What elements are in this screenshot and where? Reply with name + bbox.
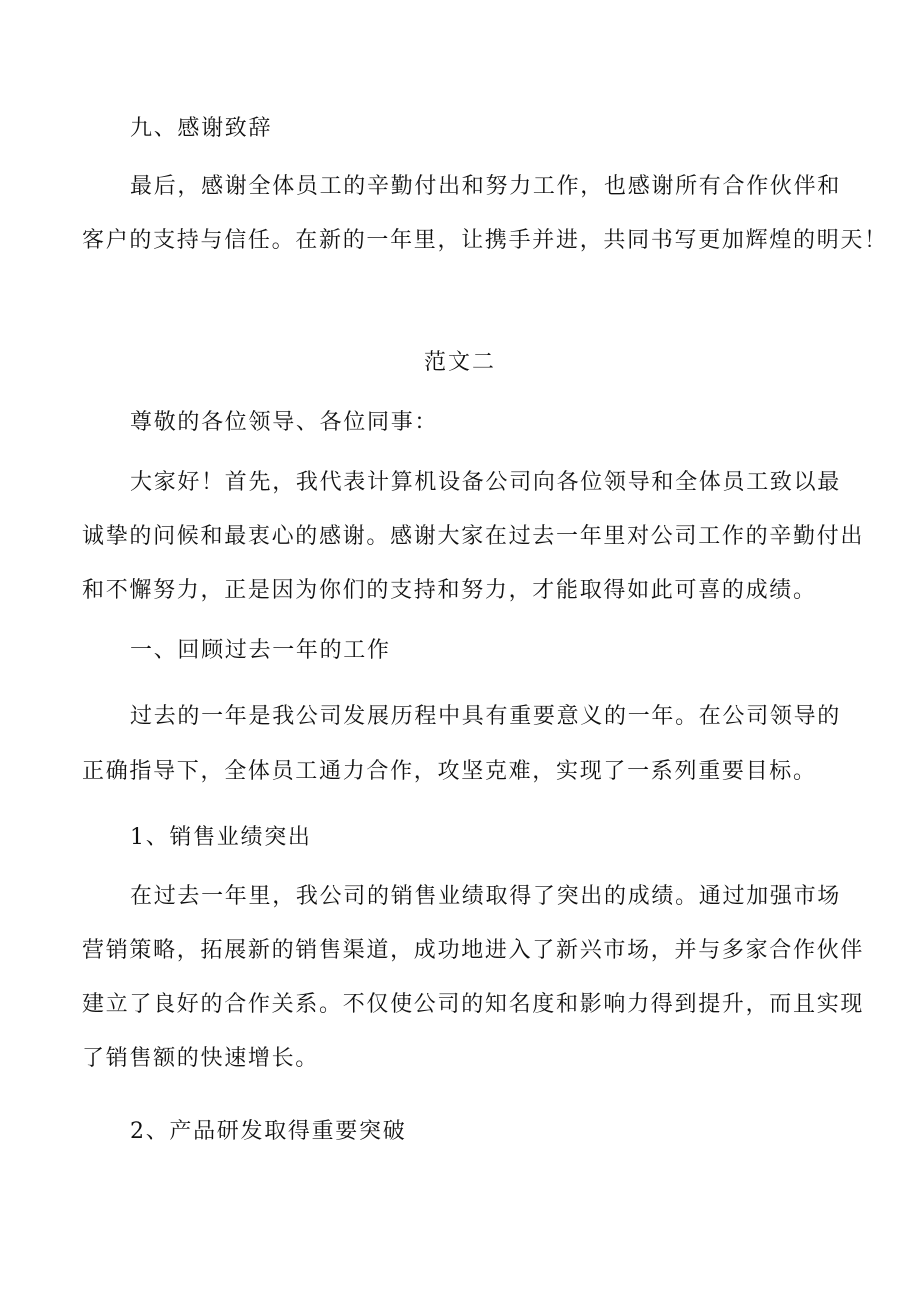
paragraph-line: 大家好！首先，我代表计算机设备公司向各位领导和全体员工致以最 [130, 470, 842, 495]
paragraph-line: 过去的一年是我公司发展历程中具有重要意义的一年。在公司领导的 [130, 704, 842, 729]
paragraph-line: 了销售额的快速增长。 [82, 1046, 320, 1071]
item-one-heading: 1、销售业绩突出 [130, 825, 312, 850]
paragraph-line: 营销策略，拓展新的销售渠道，成功地进入了新兴市场，并与多家合作伙伴 [82, 938, 865, 963]
paragraph-line: 和不懈努力，正是因为你们的支持和努力，才能取得如此可喜的成绩。 [82, 578, 817, 603]
section-one-heading: 一、回顾过去一年的工作 [130, 638, 391, 663]
sample-two-title: 范文二 [423, 350, 496, 375]
salutation: 尊敬的各位领导、各位同事： [130, 410, 439, 435]
paragraph-line: 客户的支持与信任。在新的一年里，让携手并进，共同书写更加辉煌的明天！ [82, 228, 888, 253]
item-two-heading: 2、产品研发取得重要突破 [130, 1119, 407, 1144]
section-nine-heading: 九、感谢致辞 [130, 116, 273, 141]
paragraph-line: 建立了良好的合作关系。不仅使公司的知名度和影响力得到提升，而且实现 [82, 992, 865, 1017]
paragraph-line: 诚挚的问候和最衷心的感谢。感谢大家在过去一年里对公司工作的辛勤付出 [82, 524, 865, 549]
paragraph-line: 正确指导下，全体员工通力合作，攻坚克难，实现了一系列重要目标。 [82, 759, 817, 784]
paragraph-line: 最后，感谢全体员工的辛勤付出和努力工作，也感谢所有合作伙伴和 [130, 174, 842, 199]
paragraph-line: 在过去一年里，我公司的销售业绩取得了突出的成绩。通过加强市场 [130, 884, 842, 909]
